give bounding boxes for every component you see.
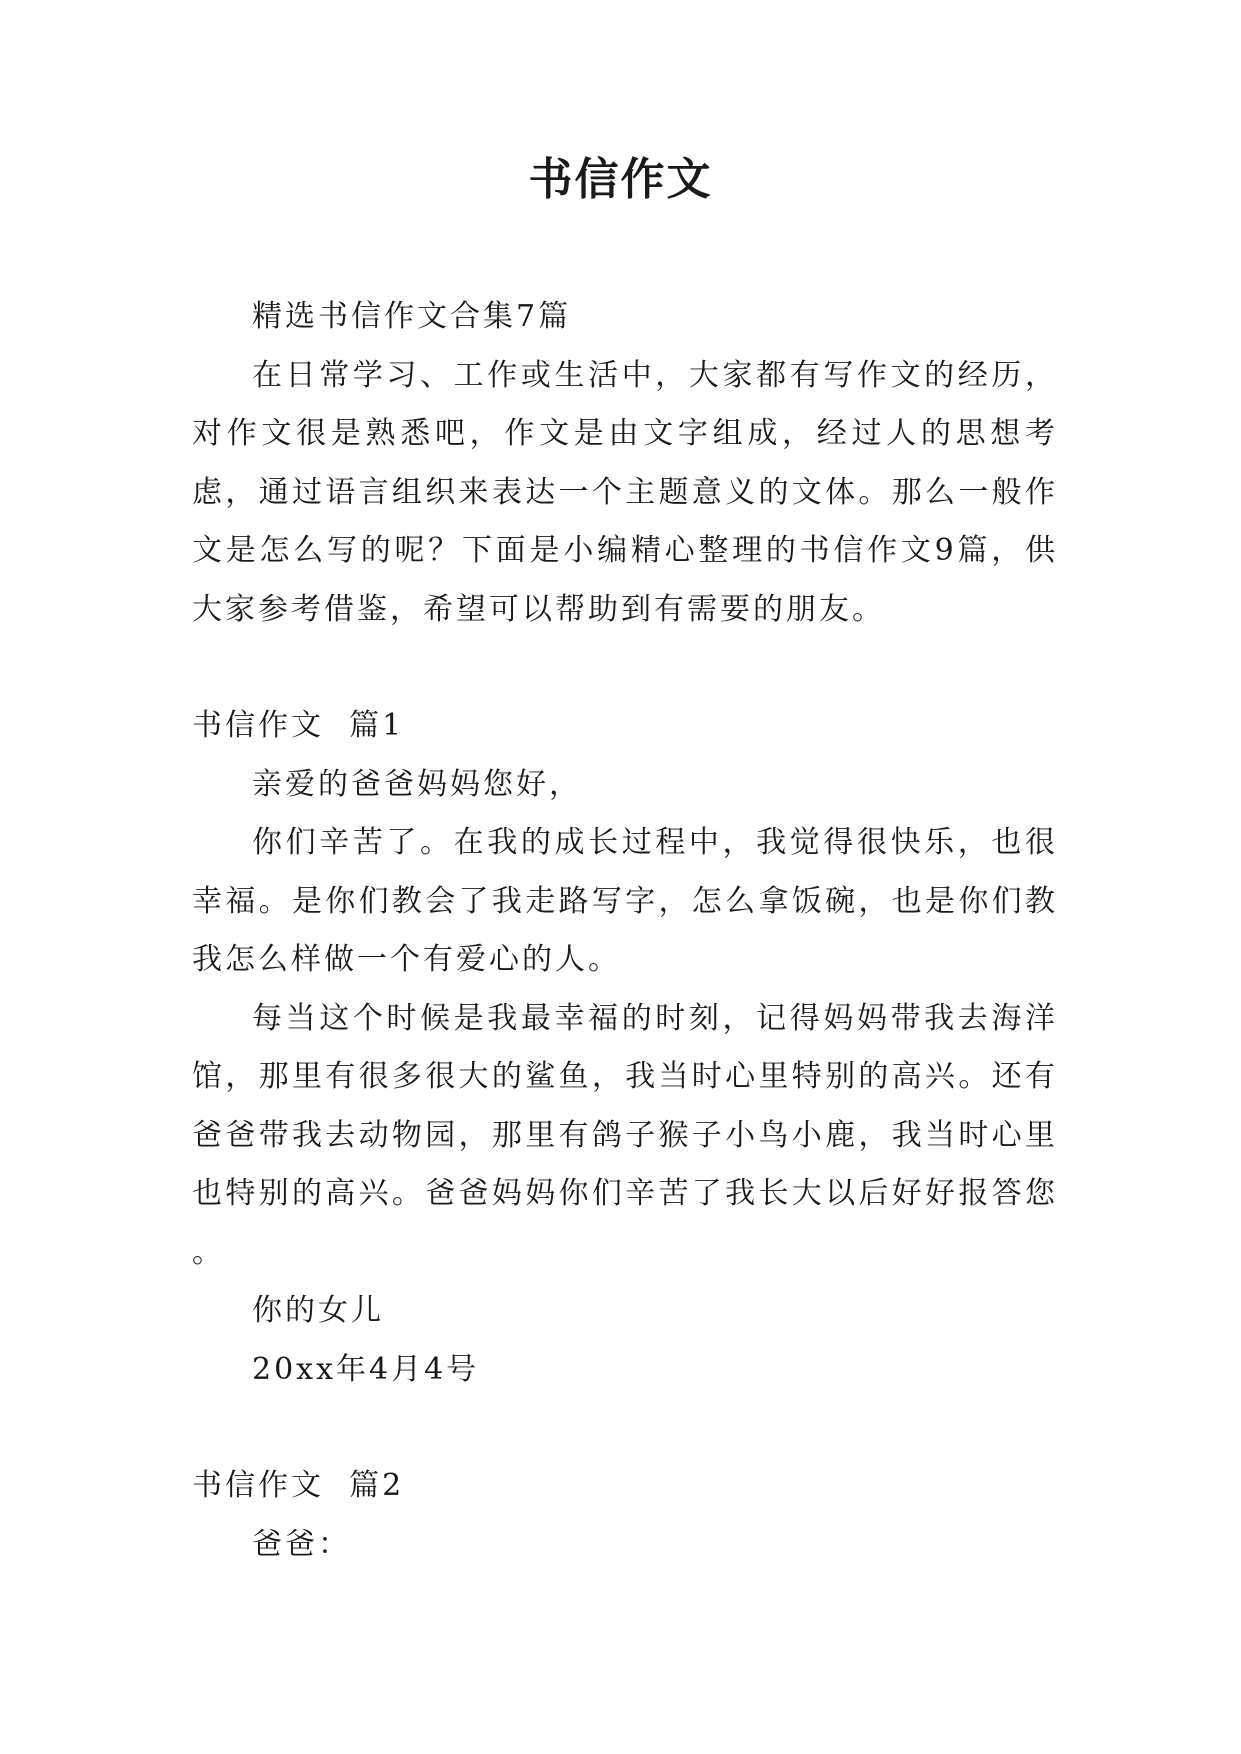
section-heading: 书信作文 篇2: [192, 1468, 405, 1503]
letter-greeting: 亲爱的爸爸妈妈您好，: [252, 766, 582, 802]
letter-signature: 你的女儿: [252, 1293, 384, 1328]
letter-paragraph: 每当这个时候是我最幸福的时刻，记得妈妈带我去海洋馆，那里有很多很大的鲨鱼，我当时心里特别的高兴。还有爸爸带我去动物园，那里有鸽子猴子小鸟小鹿，我当时心里也特别的高兴。爸爸妈妈你们辛苦了我长大以后好好报答您 。: [192, 1000, 1058, 1270]
section-heading: 书信作文 篇1: [192, 708, 405, 743]
intro-paragraph: 在日常学习、工作或生活中，大家都有写作文的经历，对作文很是熟悉吧，作文是由文字组成，经过人的思想考虑，通过语言组织来表达一个主题意义的文体。那么一般作文是怎么写的呢？下面是小编精心整理的书信作文9篇，供大家参考借鉴，希望可以帮助到有需要的朋友。: [192, 357, 1058, 627]
section-2: [192, 1457, 1058, 1574]
section-spacer: [192, 639, 1058, 697]
document-body: [192, 288, 1058, 1574]
document-title: 书信作文: [528, 154, 713, 205]
letter-paragraph: 你们辛苦了。在我的成长过程中，我觉得很快乐，也很幸福。是你们教会了我走路写字，怎么拿饭碗，也是你们教我怎么样做一个有爱心的人。: [192, 825, 1058, 977]
intro-heading: 精选书信作文合集7篇: [252, 299, 572, 334]
section-spacer: [192, 1399, 1058, 1457]
letter-greeting: 爸爸：: [252, 1526, 351, 1562]
letter-date: 20xx年4月4号: [252, 1351, 480, 1387]
section-1: [192, 697, 1058, 1399]
